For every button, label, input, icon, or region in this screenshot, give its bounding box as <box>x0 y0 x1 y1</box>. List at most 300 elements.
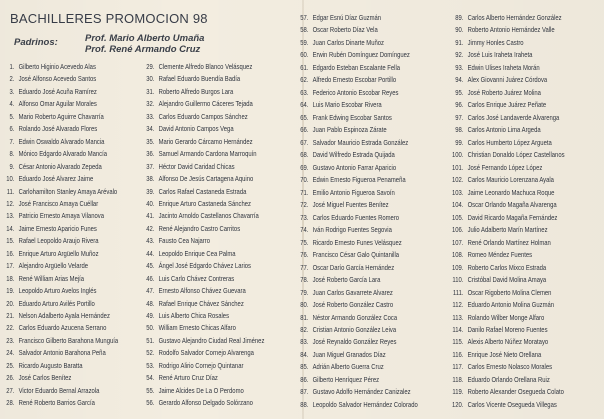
graduate-name: Oscar Rigoberto Molina Clemen <box>467 287 552 297</box>
graduate-name: Frank Edwing Escobar Santos <box>312 112 392 122</box>
graduate-name: Rafael Leopoldo Araujo Rivera <box>18 236 99 246</box>
list-item <box>297 401 418 409</box>
list-number: 94. <box>455 75 464 85</box>
list-item <box>297 151 395 159</box>
list-item <box>143 362 243 370</box>
list-item <box>452 301 554 309</box>
list-item <box>297 314 397 322</box>
graduate-name: Enrique Arturo Argüello Muñoz <box>18 248 99 258</box>
graduate-name: Salvador Mauricio Estrada González <box>312 137 409 147</box>
list-item <box>297 201 389 209</box>
list-number: 63. <box>300 87 309 97</box>
list-item <box>3 75 96 83</box>
list-number: 90. <box>455 25 464 35</box>
list-item <box>3 275 84 283</box>
graduate-name: Edwin Oswaldo Alvarado Mancia <box>18 136 105 146</box>
graduate-name: Patricio Ernesto Amaya Vilanova <box>18 211 104 221</box>
list-number: 60. <box>300 50 309 60</box>
list-item <box>297 239 402 247</box>
list-item <box>297 114 392 122</box>
list-item <box>452 114 559 122</box>
list-number: 67. <box>300 137 309 147</box>
list-number: 89. <box>455 13 464 22</box>
list-number: 10. <box>6 174 15 184</box>
graduate-name: Jaime Ernesto Aparicio Funes <box>18 223 97 233</box>
graduate-name: Eduardo José Acuña Ramírez <box>18 86 97 96</box>
list-number: 19. <box>6 286 15 296</box>
list-item <box>297 351 386 359</box>
list-item <box>143 88 233 96</box>
graduate-name: Oscar Orlando Magaña Alvarenga <box>467 200 557 210</box>
list-number: 110. <box>452 275 464 285</box>
list-item <box>3 88 97 96</box>
list-item <box>452 51 532 59</box>
graduate-name: Adrián Alberto Guerra Cruz <box>312 362 384 372</box>
graduate-name: Carlos Rafael Castaneda Estrada <box>158 186 247 196</box>
list-number: 34. <box>146 124 155 134</box>
list-number: 86. <box>300 374 309 384</box>
list-number: 105. <box>452 212 464 222</box>
graduate-name: Alexis Alberto Núñez Moratayo <box>467 337 549 347</box>
list-item <box>297 363 384 371</box>
list-item <box>143 387 244 395</box>
graduate-name: Rafael Eduardo Buendía Badía <box>158 74 241 84</box>
list-number: 27. <box>6 385 15 395</box>
list-item <box>452 363 552 371</box>
list-item <box>297 39 384 47</box>
list-item <box>297 226 392 234</box>
list-item <box>143 100 253 108</box>
list-number: 76. <box>300 250 309 260</box>
list-item <box>452 201 557 209</box>
graduate-name: Fausto Cea Najarro <box>158 236 211 246</box>
list-item <box>3 100 97 108</box>
list-number: 3. <box>9 86 15 96</box>
list-item <box>452 139 552 147</box>
list-number: 4. <box>9 99 15 109</box>
list-number: 112. <box>452 300 464 310</box>
list-number: 83. <box>300 337 309 347</box>
list-item <box>143 262 251 270</box>
list-number: 100. <box>452 150 464 160</box>
graduate-name: Ricardo Ernesto Funes Velásquez <box>312 237 402 247</box>
list-number: 114. <box>452 325 464 334</box>
list-number: 68. <box>300 150 309 160</box>
graduate-name: Carlos Eduardo Campos Sánchez <box>158 111 248 121</box>
list-item <box>452 101 546 109</box>
list-number: 20. <box>6 298 15 308</box>
list-number: 13. <box>6 211 15 221</box>
list-number: 33. <box>146 111 155 121</box>
list-item <box>452 289 551 297</box>
list-item <box>297 76 396 84</box>
graduate-name: Samuel Armando Cardona Marroquín <box>158 149 257 159</box>
list-item <box>297 338 396 346</box>
list-number: 118. <box>452 374 464 384</box>
list-item <box>3 188 117 196</box>
graduate-name: José Carlos Benítez <box>18 373 72 383</box>
graduate-name: Roberto Carlos Mixco Estrada <box>467 262 547 272</box>
list-number: 6. <box>9 124 15 134</box>
list-number: 5. <box>9 111 15 121</box>
list-item <box>452 388 564 396</box>
list-number: 82. <box>300 325 309 334</box>
list-item <box>297 388 411 396</box>
padrinos-label: Padrinos: <box>14 37 58 48</box>
list-number: 65. <box>300 112 309 122</box>
graduate-name: Roberto Alfredo Burgos Lara <box>158 86 234 96</box>
list-number: 119. <box>452 387 464 397</box>
list-item <box>452 338 548 346</box>
list-item <box>452 351 541 359</box>
graduate-name: Carlos Antonio Lima Argeda <box>467 125 541 135</box>
list-number: 35. <box>146 136 155 146</box>
list-item <box>452 326 548 334</box>
list-item <box>143 63 252 71</box>
list-number: 58. <box>300 25 309 35</box>
graduate-name: René Alejandro Castro Carritos <box>158 223 241 233</box>
graduate-name: Rafael Enrique Chávez Sánchez <box>158 298 244 308</box>
graduate-name: Iván Rodrigo Fuentes Segovia <box>312 225 392 235</box>
list-item <box>297 301 393 309</box>
list-number: 78. <box>300 275 309 285</box>
graduate-name: Alfredo Ernesto Escobar Portillo <box>312 75 397 85</box>
list-number: 108. <box>452 250 464 260</box>
list-number: 8. <box>9 149 15 159</box>
list-number: 69. <box>300 162 309 172</box>
graduate-name: Luis Mario Escobar Rivera <box>312 100 382 110</box>
list-number: 17. <box>6 261 15 271</box>
list-number: 29. <box>146 62 155 71</box>
list-number: 40. <box>146 198 155 208</box>
list-item <box>3 200 98 208</box>
list-item <box>297 264 394 272</box>
list-number: 70. <box>300 175 309 185</box>
list-number: 99. <box>455 137 464 147</box>
list-number: 56. <box>146 398 155 408</box>
graduate-name: Jaime Alcides De La O Perdomo <box>158 385 244 395</box>
list-item <box>3 399 95 407</box>
graduate-name: David Ricardo Magaña Fernández <box>467 212 558 222</box>
list-item <box>452 151 565 159</box>
list-item <box>3 113 104 121</box>
list-item <box>3 237 99 245</box>
list-item <box>297 326 396 334</box>
list-number: 11. <box>6 186 15 196</box>
list-number: 52. <box>146 348 155 358</box>
graduate-name: Gustavo Adolfo Hernández Canizalez <box>312 387 411 397</box>
list-item <box>143 188 246 196</box>
list-number: 14. <box>6 223 15 233</box>
list-number: 15. <box>6 236 15 246</box>
graduate-name: Mario Roberto Aguirre Chavarría <box>18 111 104 121</box>
list-number: 30. <box>146 74 155 84</box>
graduate-name: William Ernesto Chicas Alfaro <box>158 323 236 333</box>
list-number: 47. <box>146 286 155 296</box>
graduate-name: Carlos Ernesto Nolasco Morales <box>467 362 553 372</box>
graduate-name: Clemente Alfredo Blanco Velásquez <box>158 62 253 71</box>
list-item <box>297 189 395 197</box>
list-number: 98. <box>455 125 464 135</box>
graduate-name: Enrique Arturo Castaneda Sánchez <box>158 198 251 208</box>
graduate-name: Leopoldo Arturo Avelos Inglés <box>18 286 97 296</box>
list-number: 92. <box>455 50 464 60</box>
graduate-name: Ángel José Edgardo Chávez Larios <box>158 261 251 271</box>
list-number: 2. <box>9 74 15 84</box>
list-item <box>143 150 257 158</box>
graduate-name: Danilo Rafael Moreno Fuentes <box>467 325 548 334</box>
graduate-name: Eduardo Arturo Avilés Portillo <box>18 298 95 308</box>
graduate-name: Carlos Alberto Hernández González <box>467 13 562 22</box>
graduate-name: José Alfonso Acevedo Santos <box>18 74 97 84</box>
list-item <box>3 163 102 171</box>
graduate-name: Edgar Esnú Díaz Guzmán <box>312 13 382 22</box>
graduate-name: Romeo Méndez Fuentes <box>467 250 533 260</box>
graduate-name: Juan Carlos Gavarrete Alvarez <box>312 287 393 297</box>
graduate-name: Rolando Wilber Monge Alfaro <box>467 312 545 322</box>
list-number: 23. <box>6 335 15 345</box>
graduate-name: Gustavo Antonio Farrar Aparicio <box>312 162 397 172</box>
list-number: 50. <box>146 323 155 333</box>
list-number: 84. <box>300 349 309 359</box>
list-item <box>3 150 107 158</box>
list-item <box>3 374 71 382</box>
list-item <box>297 164 396 172</box>
list-item <box>297 289 393 297</box>
list-item <box>297 14 381 22</box>
graduate-name: Gerardo Alfonso Delgado Solórzano <box>158 398 253 408</box>
graduate-name: José Roberto Juárez Molina <box>467 87 541 97</box>
list-item <box>143 175 253 183</box>
list-number: 104. <box>452 200 464 210</box>
graduate-name: Cristian Antonio González Leiva <box>312 325 397 334</box>
list-item <box>143 349 254 357</box>
list-item <box>143 200 251 208</box>
graduate-name: Alejandro Guillermo Cáceres Tejada <box>158 99 253 109</box>
list-number: 25. <box>6 360 15 370</box>
list-item <box>143 337 264 345</box>
list-number: 111. <box>452 287 464 297</box>
list-number: 102. <box>452 175 464 185</box>
graduate-name: Roberto Antonio Hernández Valle <box>467 25 555 35</box>
graduate-name: René Orlando Martínez Holman <box>467 237 551 247</box>
graduate-name: Mónico Edgardo Alvarado Mancía <box>18 149 108 159</box>
graduate-name: José Roberto García Lara <box>312 275 381 285</box>
list-item <box>452 126 541 134</box>
list-number: 22. <box>6 323 15 333</box>
list-number: 26. <box>6 373 15 383</box>
list-item <box>452 276 546 284</box>
graduate-name: Jacinto Arnoldo Castellanos Chavarría <box>158 211 259 221</box>
graduate-name: Alejandro Argüello Velarde <box>18 261 89 271</box>
graduate-name: Ernesto Alfonso Chávez Guevara <box>158 286 246 296</box>
list-number: 107. <box>452 237 464 247</box>
sponsor-name-2: Prof. René Armando Cruz <box>85 44 201 55</box>
graduate-name: Rolando José Alvarado Flores <box>18 124 98 134</box>
graduate-name: David Antonio Campos Vega <box>158 124 234 134</box>
list-number: 57. <box>300 13 309 22</box>
graduate-name: Gustavo Alejandro Ciudad Real Jiménez <box>158 335 265 345</box>
page-title: BACHILLERES PROMOCION 98 <box>10 11 208 26</box>
graduate-name: Carlos Humberto López Argueta <box>467 137 552 147</box>
graduate-name: Ricardo Augusto Baratta <box>18 360 83 370</box>
graduate-name: Leopoldo Enrique Cea Palma <box>158 248 236 258</box>
list-number: 116. <box>452 349 464 359</box>
graduate-name: Christian Donaldo López Castellanos <box>467 150 565 160</box>
graduate-name: Carlos Vicente Osegueda Villegas <box>467 399 557 409</box>
list-number: 28. <box>6 398 15 408</box>
graduate-name: Carlos Eduardo Fuentes Romero <box>312 212 400 222</box>
list-number: 45. <box>146 261 155 271</box>
list-item <box>3 287 96 295</box>
list-number: 39. <box>146 186 155 196</box>
graduate-name: José Roberto González Castro <box>312 300 394 310</box>
list-item <box>452 251 532 259</box>
list-number: 115. <box>452 337 464 347</box>
list-number: 44. <box>146 248 155 258</box>
list-item <box>3 63 96 71</box>
list-number: 46. <box>146 273 155 283</box>
graduate-name: Rodrigo Alirio Cornejo Quintanar <box>158 360 244 370</box>
list-number: 21. <box>6 311 15 320</box>
list-number: 62. <box>300 75 309 85</box>
graduate-name: José Miguel Fuentes Benítez <box>312 200 389 210</box>
list-item <box>143 75 240 83</box>
list-number: 106. <box>452 225 464 235</box>
list-number: 41. <box>146 211 155 221</box>
list-number: 91. <box>455 37 464 47</box>
list-number: 113. <box>452 312 464 322</box>
graduate-name: Leopoldo Salvador Hernández Colorado <box>312 399 418 409</box>
graduate-name: Victor Eduardo Bernal Arrazola <box>18 385 100 395</box>
list-item <box>143 275 234 283</box>
list-number: 79. <box>300 287 309 297</box>
list-number: 95. <box>455 87 464 97</box>
graduate-name: Julio Adalberto Marín Martínez <box>467 225 548 235</box>
list-number: 88. <box>300 399 309 409</box>
list-item <box>143 212 259 220</box>
list-item <box>3 300 95 308</box>
list-number: 101. <box>452 162 464 172</box>
list-item <box>143 225 240 233</box>
list-item <box>297 51 410 59</box>
graduate-name: Carlohamilton Stanley Amaya Arévalo <box>18 186 118 196</box>
list-item <box>3 362 82 370</box>
list-number: 16. <box>6 248 15 258</box>
graduate-name: Eduardo José Alvarez Jaime <box>18 174 94 184</box>
graduate-name: Edgardo Esteban Escalante Fella <box>312 62 401 72</box>
list-item <box>3 225 97 233</box>
list-item <box>143 163 235 171</box>
graduate-name: Enrique José Nieto Orellana <box>467 349 542 359</box>
list-number: 31. <box>146 86 155 96</box>
list-item <box>3 138 104 146</box>
graduate-name: Edwin Ulises Iraheta Morán <box>467 62 540 72</box>
list-number: 43. <box>146 236 155 246</box>
graduate-name: Oscar Darío García Hernández <box>312 262 395 272</box>
graduate-name: David Wilfredo Estrada Quijada <box>312 150 395 160</box>
list-item <box>452 264 546 272</box>
list-item <box>452 64 540 72</box>
list-item <box>297 276 380 284</box>
list-number: 85. <box>300 362 309 372</box>
list-item <box>3 387 99 395</box>
list-number: 1. <box>9 62 15 71</box>
list-item <box>297 139 408 147</box>
list-item <box>3 337 118 345</box>
list-item <box>143 300 244 308</box>
list-number: 71. <box>300 187 309 197</box>
list-item <box>452 176 554 184</box>
graduate-name: Francisco César Galo Quintanilla <box>312 250 400 260</box>
graduate-name: Cristóbal David Molina Amaya <box>467 275 547 285</box>
graduate-name: Luis Carlo Chávez Contreras <box>158 273 235 283</box>
list-number: 77. <box>300 262 309 272</box>
list-item <box>452 76 547 84</box>
list-number: 73. <box>300 212 309 222</box>
graduate-name: Juan Miguel Granados Díaz <box>312 349 386 359</box>
list-item <box>297 251 399 259</box>
list-number: 97. <box>455 112 464 122</box>
list-item <box>143 125 234 133</box>
list-item <box>143 324 236 332</box>
graduate-name: Eduardo Antonio Molina Guzmán <box>467 300 555 310</box>
list-item <box>143 312 229 320</box>
list-number: 32. <box>146 99 155 109</box>
graduate-name: Eduardo Orlando Orellana Ruiz <box>467 374 550 384</box>
list-item <box>143 399 253 407</box>
graduate-name: José Luis Iraheta Iraheta <box>467 50 533 60</box>
list-number: 48. <box>146 298 155 308</box>
list-number: 93. <box>455 62 464 72</box>
list-item <box>452 239 551 247</box>
list-item <box>452 26 555 34</box>
graduate-name: Carlos Eduardo Azucena Serrano <box>18 323 107 333</box>
list-item <box>452 89 541 97</box>
list-item <box>452 401 557 409</box>
list-number: 61. <box>300 62 309 72</box>
list-item <box>143 250 236 258</box>
list-number: 117. <box>452 362 464 372</box>
list-number: 109. <box>452 262 464 272</box>
list-item <box>297 176 406 184</box>
list-number: 54. <box>146 373 155 383</box>
graduate-name: Carlos Enrique Juárez Peñate <box>467 100 547 110</box>
graduate-name: René William Arias Mejía <box>18 273 85 283</box>
graduate-name: Roberto Alexander Osegueda Colato <box>467 387 564 397</box>
list-number: 96. <box>455 100 464 110</box>
graduate-name: Jimmy Honles Castro <box>467 37 524 47</box>
graduate-name: Nelson Adalberto Ayala Hernández <box>18 311 110 320</box>
list-number: 66. <box>300 125 309 135</box>
graduate-name: Héctor David Caridad Chicas <box>158 161 235 171</box>
list-item <box>452 314 544 322</box>
graduate-name: Juan Carlos Dinarte Muñoz <box>312 37 384 47</box>
list-item <box>297 101 382 109</box>
list-number: 53. <box>146 360 155 370</box>
graduate-name: René Roberto Barrios García <box>18 398 95 408</box>
list-number: 12. <box>6 198 15 208</box>
graduate-name: Gilberto Henríquez Pérez <box>312 374 380 384</box>
list-number: 87. <box>300 387 309 397</box>
list-item <box>143 113 248 121</box>
list-number: 103. <box>452 187 464 197</box>
graduate-name: Emilio Antonio Figueroa Savoín <box>312 187 395 197</box>
list-item <box>297 64 400 72</box>
list-item <box>3 312 110 320</box>
list-item <box>452 214 557 222</box>
list-number: 80. <box>300 300 309 310</box>
